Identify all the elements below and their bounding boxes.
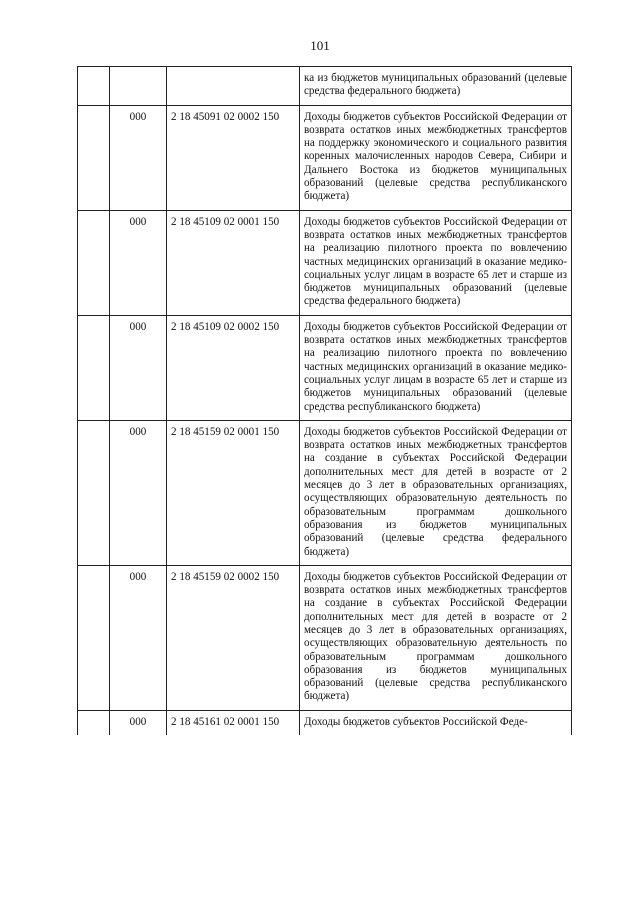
empty-cell bbox=[78, 210, 110, 315]
admin-code-cell: 000 bbox=[110, 565, 167, 710]
budget-code-cell: 2 18 45161 02 0001 150 bbox=[167, 710, 300, 735]
description-cell: ка из бюджетов муниципальных образований (целевые средства федерального бюджета) bbox=[300, 67, 572, 106]
table-row bbox=[78, 315, 572, 420]
table-row bbox=[78, 105, 572, 210]
table-row bbox=[78, 710, 572, 735]
description-cell: Доходы бюджетов субъектов Российской Федерации от возврата остатков иных межбюджетных трансфертов на создание в субъектах Российской Федерации дополнительных мест для детей в возрасте от 2 месяцев до 3 лет в образовательных организациях, осуществляющих образовательную деятельность по образовательным программам дошкольного образования из бюджетов муниципальных образований (целевые средства республиканского бюджета) bbox=[300, 565, 572, 710]
budget-code-cell: 2 18 45159 02 0002 150 bbox=[167, 565, 300, 710]
budget-code-cell: 2 18 45109 02 0001 150 bbox=[167, 210, 300, 315]
budget-code-cell: 2 18 45109 02 0002 150 bbox=[167, 315, 300, 420]
budget-code-cell: 2 18 45159 02 0001 150 bbox=[167, 420, 300, 565]
admin-code-cell: 000 bbox=[110, 710, 167, 735]
budget-revenue-table bbox=[77, 66, 572, 735]
description-cell: Доходы бюджетов субъектов Российской Феде- bbox=[300, 710, 572, 735]
admin-code-cell: 000 bbox=[110, 210, 167, 315]
page-number: 101 bbox=[310, 38, 330, 53]
budget-code-cell bbox=[167, 67, 300, 106]
admin-code-cell bbox=[110, 67, 167, 106]
table-row bbox=[78, 210, 572, 315]
admin-code-cell: 000 bbox=[110, 420, 167, 565]
empty-cell bbox=[78, 315, 110, 420]
table-row bbox=[78, 420, 572, 565]
table-row bbox=[78, 565, 572, 710]
empty-cell bbox=[78, 67, 110, 106]
admin-code-cell: 000 bbox=[110, 105, 167, 210]
budget-code-cell: 2 18 45091 02 0002 150 bbox=[167, 105, 300, 210]
description-cell: Доходы бюджетов субъектов Российской Федерации от возврата остатков иных межбюджетных трансфертов на реализацию пилотного проекта по вовлечению частных медицинских организаций в оказание медико-социальных услуг лицам в возрасте 65 лет и старше из бюджетов муниципальных образований (целевые средства федерального бюджета) bbox=[300, 210, 572, 315]
admin-code-cell: 000 bbox=[110, 315, 167, 420]
empty-cell bbox=[78, 420, 110, 565]
empty-cell bbox=[78, 710, 110, 735]
empty-cell bbox=[78, 565, 110, 710]
description-cell: Доходы бюджетов субъектов Российской Федерации от возврата остатков иных межбюджетных трансфертов на реализацию пилотного проекта по вовлечению частных медицинских организаций в оказание медико-социальных услуг лицам в возрасте 65 лет и старше из бюджетов муниципальных образований (целевые средства республиканского бюджета) bbox=[300, 315, 572, 420]
empty-cell bbox=[78, 105, 110, 210]
description-cell: Доходы бюджетов субъектов Российской Федерации от возврата остатков иных межбюджетных трансфертов на создание в субъектах Российской Федерации дополнительных мест для детей в возрасте от 2 месяцев до 3 лет в образовательных организациях, осуществляющих образовательную деятельность по образовательным программам дошкольного образования из бюджетов муниципальных образований (целевые средства федерального бюджета) bbox=[300, 420, 572, 565]
table-row bbox=[78, 67, 572, 106]
description-cell: Доходы бюджетов субъектов Российской Федерации от возврата остатков иных межбюджетных трансфертов на поддержку экономического и социального развития коренных малочисленных народов Севера, Сибири и Дальнего Востока из бюджетов муниципальных образований (целевые средства республиканского бюджета) bbox=[300, 105, 572, 210]
